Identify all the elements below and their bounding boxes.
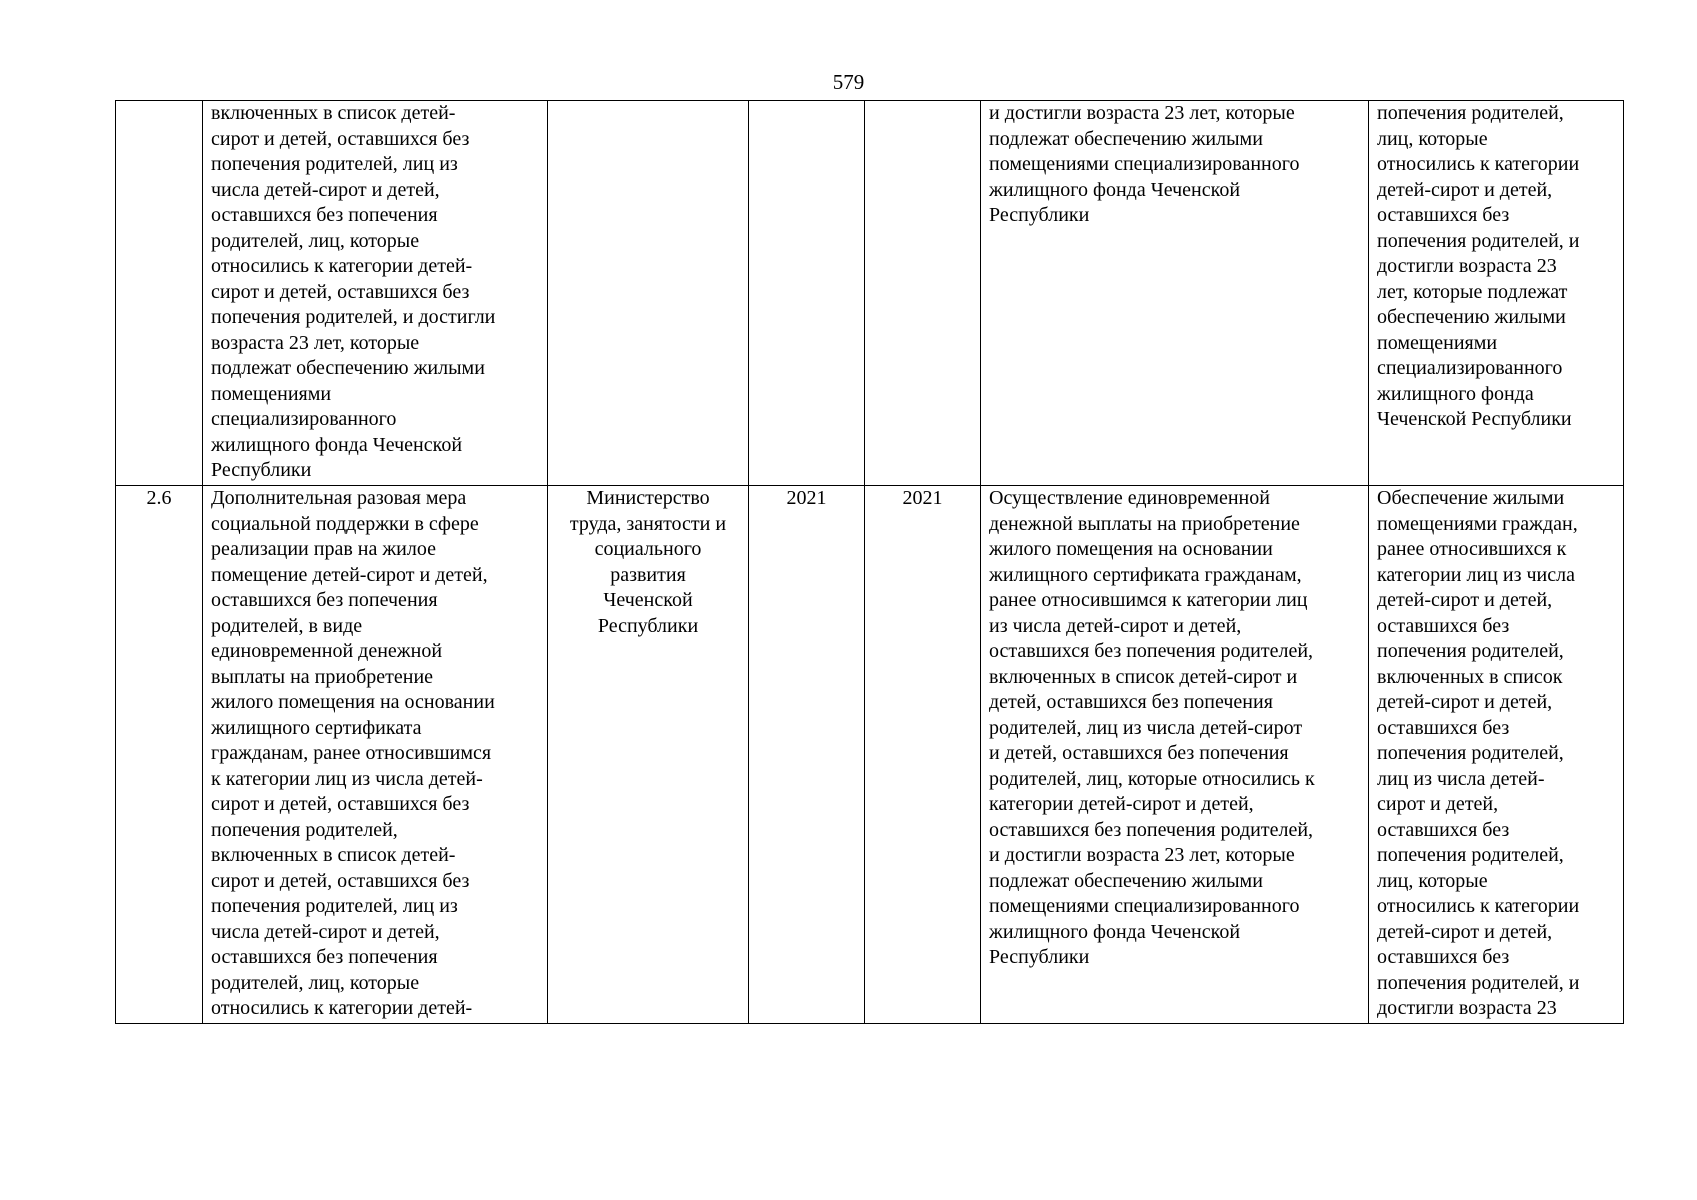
text-line: ранее относившихся к bbox=[1377, 538, 1567, 560]
text-line: труда, занятости и bbox=[569, 512, 727, 535]
text-line: гражданам, ранее относившимся bbox=[211, 742, 492, 764]
text-line: специализированного bbox=[211, 408, 397, 430]
page-number: 579 bbox=[832, 70, 865, 94]
executor-cell bbox=[548, 101, 749, 486]
text-line: ранее относившимся к категории лиц bbox=[989, 589, 1308, 611]
text-line: жилого помещения на основании bbox=[989, 538, 1273, 560]
text-line: родителей, в виде bbox=[211, 614, 363, 637]
text-line: оставшихся без bbox=[1377, 946, 1510, 968]
text-line: категории лиц из числа bbox=[1377, 563, 1575, 586]
text-line: социальной поддержки в сфере bbox=[211, 512, 479, 535]
text-line: оставшихся без попечения bbox=[211, 946, 438, 968]
text-line: Министерство bbox=[586, 487, 710, 509]
text-line: включенных в список bbox=[1377, 665, 1563, 688]
measures-table bbox=[115, 100, 1624, 1024]
text-line: попечения родителей, bbox=[1377, 742, 1564, 764]
text-line: оставшихся без bbox=[1377, 716, 1510, 739]
text-line: жилищного фонда Чеченской bbox=[989, 920, 1241, 943]
measure-cell bbox=[203, 101, 548, 486]
text-line: Осуществление единовременной bbox=[989, 487, 1270, 509]
text-line: помещениями граждан, bbox=[1377, 512, 1578, 535]
text-line: жилищного сертификата гражданам, bbox=[989, 563, 1302, 586]
text-line: обеспечению жилыми bbox=[1377, 306, 1566, 328]
text-line: жилищного фонда Чеченской bbox=[211, 433, 463, 456]
text-line: реализации прав на жилое bbox=[211, 538, 436, 560]
text-line: оставшихся без bbox=[1377, 204, 1510, 226]
text-line: оставшихся без bbox=[1377, 818, 1510, 841]
result-cell bbox=[1369, 486, 1624, 1024]
text-line: оставшихся без попечения родителей, bbox=[989, 640, 1314, 662]
text-line: родителей, лиц, которые bbox=[211, 229, 420, 252]
text-line: жилищного сертификата bbox=[211, 716, 422, 739]
text-line: Республики bbox=[211, 459, 312, 481]
text-line: детей-сирот и детей, bbox=[1377, 920, 1553, 943]
start-year-cell: 2021 bbox=[749, 486, 865, 1024]
row-number-cell bbox=[116, 101, 203, 486]
text-line: относились к категории детей- bbox=[211, 997, 473, 1019]
text-line: сирот и детей, оставшихся без bbox=[211, 127, 470, 150]
text-line: Дополнительная разовая мера bbox=[211, 487, 467, 509]
text-line: сирот и детей, оставшихся без bbox=[211, 793, 470, 815]
text-line: попечения родителей, лиц из bbox=[211, 895, 458, 917]
text-line: жилого помещения на основании bbox=[211, 691, 495, 713]
text-line: специализированного bbox=[1377, 357, 1563, 379]
text-line: подлежат обеспечению жилыми bbox=[211, 357, 485, 379]
text-line: и достигли возраста 23 лет, которые bbox=[989, 102, 1295, 124]
text-line: сирот и детей, bbox=[1377, 793, 1499, 815]
text-line: денежной выплаты на приобретение bbox=[989, 512, 1300, 535]
text-line: родителей, лиц, которые bbox=[211, 971, 420, 994]
text-line: включенных в список детей- bbox=[211, 102, 456, 124]
result-cell bbox=[1369, 101, 1624, 486]
end-year-cell: 2021 bbox=[865, 486, 981, 1024]
executor-cell bbox=[548, 486, 749, 1024]
text-line: попечения родителей, и bbox=[1377, 971, 1580, 994]
text-line: и достигли возраста 23 лет, которые bbox=[989, 844, 1295, 866]
text-line: включенных в список детей- bbox=[211, 844, 456, 866]
end-year-cell bbox=[865, 101, 981, 486]
text-line: помещениями специализированного bbox=[989, 153, 1300, 175]
text-line: выплаты на приобретение bbox=[211, 665, 434, 688]
table-row bbox=[116, 101, 1624, 486]
text-line: подлежат обеспечению жилыми bbox=[989, 127, 1263, 150]
text-line: включенных в список детей-сирот и bbox=[989, 665, 1298, 688]
text-line: помещениями bbox=[211, 382, 332, 405]
text-line: попечения родителей, лиц из bbox=[211, 153, 458, 175]
table-row bbox=[116, 486, 1624, 1024]
text-line: попечения родителей, bbox=[1377, 640, 1564, 662]
text-line: помещение детей-сирот и детей, bbox=[211, 563, 488, 586]
content-cell bbox=[981, 101, 1369, 486]
text-line: лет, которые подлежат bbox=[1377, 280, 1568, 303]
text-line: к категории лиц из числа детей- bbox=[211, 767, 483, 790]
text-line: Республики bbox=[597, 614, 699, 637]
text-line: достигли возраста 23 bbox=[1377, 997, 1557, 1019]
text-line: попечения родителей, и bbox=[1377, 229, 1580, 252]
text-line: сирот и детей, оставшихся без bbox=[211, 280, 470, 303]
start-year-cell bbox=[749, 101, 865, 486]
text-line: оставшихся без попечения родителей, bbox=[989, 818, 1314, 841]
text-line: детей, оставшихся без попечения bbox=[989, 691, 1273, 713]
text-line: лиц, которые bbox=[1377, 869, 1488, 892]
text-line: числа детей-сирот и детей, bbox=[211, 178, 440, 201]
text-line: оставшихся без попечения bbox=[211, 204, 438, 226]
text-line: категории детей-сирот и детей, bbox=[989, 793, 1254, 815]
content-cell bbox=[981, 486, 1369, 1024]
text-line: попечения родителей, bbox=[1377, 102, 1564, 124]
text-line: социального bbox=[594, 538, 702, 560]
text-line: попечения родителей, bbox=[1377, 844, 1564, 866]
text-line: относились к категории bbox=[1377, 153, 1580, 175]
text-line: относились к категории bbox=[1377, 895, 1580, 917]
measure-cell bbox=[203, 486, 548, 1024]
text-line: и детей, оставшихся без попечения bbox=[989, 742, 1289, 764]
text-line: единовременной денежной bbox=[211, 640, 443, 662]
text-line: детей-сирот и детей, bbox=[1377, 178, 1553, 201]
text-line: родителей, лиц, которые относились к bbox=[989, 767, 1315, 790]
text-line: детей-сирот и детей, bbox=[1377, 691, 1553, 713]
text-line: сирот и детей, оставшихся без bbox=[211, 869, 470, 892]
text-line: оставшихся без bbox=[1377, 614, 1510, 637]
text-line: оставшихся без попечения bbox=[211, 589, 438, 611]
text-line: помещениями bbox=[1377, 331, 1498, 354]
text-line: развития bbox=[610, 563, 686, 586]
row-number-cell: 2.6 bbox=[116, 486, 203, 1024]
text-line: детей-сирот и детей, bbox=[1377, 589, 1553, 611]
text-line: достигли возраста 23 bbox=[1377, 255, 1557, 277]
text-line: Чеченской Республики bbox=[1377, 408, 1572, 430]
text-line: возраста 23 лет, которые bbox=[211, 331, 420, 354]
text-line: Республики bbox=[989, 946, 1090, 968]
text-line: жилищного фонда Чеченской bbox=[989, 178, 1241, 201]
text-line: подлежат обеспечению жилыми bbox=[989, 869, 1263, 892]
text-line: родителей, лиц из числа детей-сирот bbox=[989, 716, 1303, 739]
text-line: лиц, которые bbox=[1377, 127, 1488, 150]
text-line: числа детей-сирот и детей, bbox=[211, 920, 440, 943]
text-line: относились к категории детей- bbox=[211, 255, 473, 277]
text-line: Чеченской bbox=[603, 589, 693, 611]
text-line: помещениями специализированного bbox=[989, 895, 1300, 917]
text-line: из числа детей-сирот и детей, bbox=[989, 614, 1242, 637]
text-line: лиц из числа детей- bbox=[1377, 767, 1545, 790]
text-line: попечения родителей, и достигли bbox=[211, 306, 496, 328]
text-line: попечения родителей, bbox=[211, 818, 398, 841]
text-line: Республики bbox=[989, 204, 1090, 226]
text-line: жилищного фонда bbox=[1377, 382, 1534, 405]
text-line: Обеспечение жилыми bbox=[1377, 487, 1565, 509]
